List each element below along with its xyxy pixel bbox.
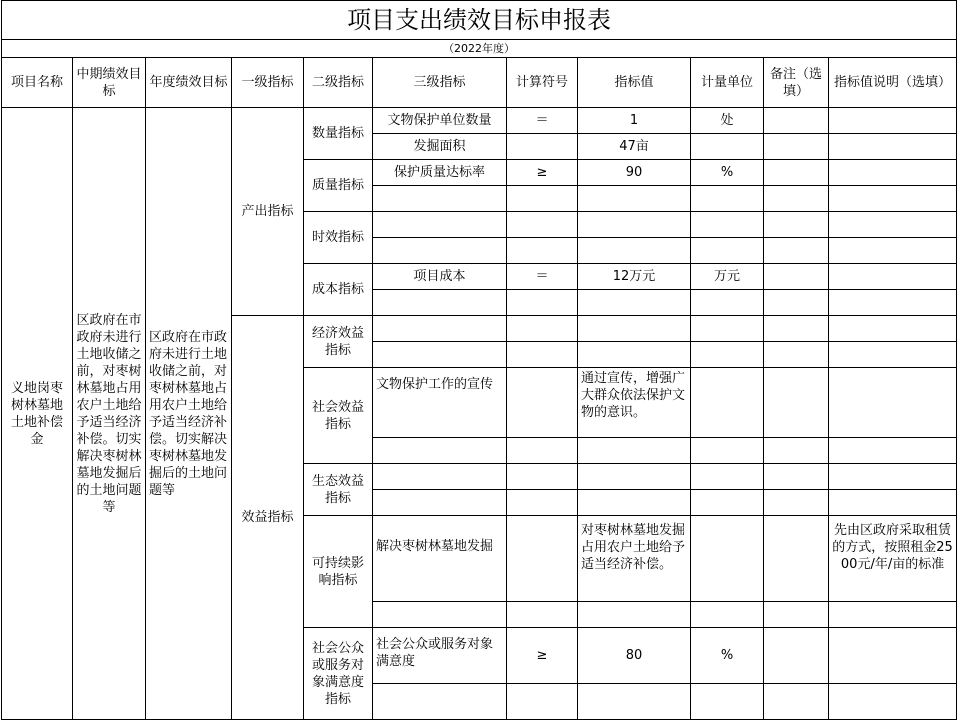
level2-satisfaction: 社会公众或服务对象满意度指标 <box>304 628 373 720</box>
value-cell <box>578 602 691 628</box>
header-remark: 备注（选填） <box>764 58 829 108</box>
level3-cell <box>373 602 507 628</box>
level2-quantity: 数量指标 <box>304 108 373 160</box>
unit-cell <box>691 464 764 490</box>
header-explain: 指标值说明（选填） <box>829 58 957 108</box>
explain-cell <box>829 602 957 628</box>
level2-quality: 质量指标 <box>304 160 373 212</box>
symbol-cell <box>507 316 578 342</box>
value-cell: 47亩 <box>578 134 691 160</box>
level3-cell: 文物保护工作的宣传 <box>373 368 507 438</box>
unit-cell <box>691 516 764 602</box>
value-cell: 通过宣传，增强广大群众依法保护文物的意识。 <box>578 368 691 438</box>
page-title: 项目支出绩效目标申报表 <box>2 1 957 40</box>
value-cell: 对枣树林墓地发掘占用农户土地给予适当经济补偿。 <box>578 516 691 602</box>
level3-cell: 保护质量达标率 <box>373 160 507 186</box>
unit-cell: 处 <box>691 108 764 134</box>
value-cell <box>578 316 691 342</box>
header-level3: 三级指标 <box>373 58 507 108</box>
symbol-cell <box>507 134 578 160</box>
explain-cell <box>829 186 957 212</box>
unit-cell <box>691 290 764 316</box>
explain-cell <box>829 212 957 238</box>
remark-cell <box>764 134 829 160</box>
level2-timeliness: 时效指标 <box>304 212 373 264</box>
symbol-cell: ＝ <box>507 108 578 134</box>
level3-cell <box>373 684 507 720</box>
level3-cell: 项目成本 <box>373 264 507 290</box>
symbol-cell <box>507 212 578 238</box>
explain-cell <box>829 438 957 464</box>
level3-cell <box>373 342 507 368</box>
value-cell <box>578 490 691 516</box>
value-cell <box>578 238 691 264</box>
unit-cell <box>691 238 764 264</box>
remark-cell <box>764 212 829 238</box>
value-cell <box>578 684 691 720</box>
unit-cell <box>691 368 764 438</box>
unit-cell <box>691 212 764 238</box>
unit-cell: % <box>691 628 764 684</box>
symbol-cell <box>507 516 578 602</box>
symbol-cell <box>507 490 578 516</box>
symbol-cell <box>507 464 578 490</box>
unit-cell <box>691 438 764 464</box>
year-label: （2022年度） <box>2 40 957 58</box>
level3-cell: 文物保护单位数量 <box>373 108 507 134</box>
symbol-cell: ＝ <box>507 264 578 290</box>
explain-cell <box>829 238 957 264</box>
header-value: 指标值 <box>578 58 691 108</box>
level1-benefit: 效益指标 <box>232 316 304 720</box>
header-row <box>2 58 957 108</box>
level2-cost: 成本指标 <box>304 264 373 316</box>
value-cell: 12万元 <box>578 264 691 290</box>
explain-cell <box>829 134 957 160</box>
explain-cell <box>829 490 957 516</box>
remark-cell <box>764 490 829 516</box>
level3-cell <box>373 186 507 212</box>
level1-output: 产出指标 <box>232 108 304 316</box>
unit-cell <box>691 134 764 160</box>
level3-cell <box>373 212 507 238</box>
unit-cell: 万元 <box>691 264 764 290</box>
header-unit: 计量单位 <box>691 58 764 108</box>
level3-cell <box>373 438 507 464</box>
value-cell: 1 <box>578 108 691 134</box>
symbol-cell <box>507 368 578 438</box>
explain-cell <box>829 628 957 684</box>
value-cell: 90 <box>578 160 691 186</box>
level2-ecological: 生态效益指标 <box>304 464 373 516</box>
level3-cell: 解决枣树林墓地发掘 <box>373 516 507 602</box>
symbol-cell <box>507 238 578 264</box>
unit-cell <box>691 602 764 628</box>
symbol-cell <box>507 290 578 316</box>
symbol-cell <box>507 684 578 720</box>
level3-cell <box>373 490 507 516</box>
explain-cell <box>829 368 957 438</box>
value-cell <box>578 290 691 316</box>
symbol-cell <box>507 186 578 212</box>
remark-cell <box>764 238 829 264</box>
remark-cell <box>764 438 829 464</box>
explain-cell <box>829 342 957 368</box>
performance-target-table <box>1 0 957 720</box>
level3-cell: 社会公众或服务对象满意度 <box>373 628 507 684</box>
mid-target-cell: 区政府在市政府未进行土地收储之前，对枣树林墓地占用农户土地给予适当经济补偿。切实解决枣树林墓地发掘后的土地问题等 <box>73 108 146 720</box>
remark-cell <box>764 290 829 316</box>
value-cell <box>578 464 691 490</box>
unit-cell <box>691 490 764 516</box>
remark-cell <box>764 464 829 490</box>
remark-cell <box>764 160 829 186</box>
level3-cell <box>373 290 507 316</box>
value-cell <box>578 212 691 238</box>
unit-cell: % <box>691 160 764 186</box>
header-annual-target: 年度绩效目标 <box>146 58 232 108</box>
symbol-cell: ≥ <box>507 160 578 186</box>
explain-cell <box>829 316 957 342</box>
value-cell <box>578 342 691 368</box>
remark-cell <box>764 264 829 290</box>
value-cell: 80 <box>578 628 691 684</box>
header-mid-target: 中期绩效目标 <box>73 58 146 108</box>
header-project-name: 项目名称 <box>2 58 73 108</box>
remark-cell <box>764 516 829 602</box>
remark-cell <box>764 342 829 368</box>
explain-cell <box>829 290 957 316</box>
level3-cell <box>373 316 507 342</box>
unit-cell <box>691 186 764 212</box>
symbol-cell <box>507 602 578 628</box>
unit-cell <box>691 342 764 368</box>
level3-cell <box>373 238 507 264</box>
explain-cell <box>829 108 957 134</box>
value-cell <box>578 438 691 464</box>
explain-cell: 先由区政府采取租赁的方式，按照租金2500元/年/亩的标准 <box>829 516 957 602</box>
header-symbol: 计算符号 <box>507 58 578 108</box>
level3-cell <box>373 464 507 490</box>
remark-cell <box>764 186 829 212</box>
remark-cell <box>764 628 829 684</box>
level3-cell: 发掘面积 <box>373 134 507 160</box>
remark-cell <box>764 602 829 628</box>
project-name-cell: 义地岗枣树林墓地土地补偿金 <box>2 108 73 720</box>
unit-cell <box>691 684 764 720</box>
level2-sustainable: 可持续影响指标 <box>304 516 373 628</box>
remark-cell <box>764 684 829 720</box>
level2-economic: 经济效益指标 <box>304 316 373 368</box>
annual-target-cell: 区政府在市政府未进行土地收储之前，对枣树林墓地占用农户土地给予适当经济补偿。切实解决枣树林墓地发掘后的土地问题等 <box>146 108 232 720</box>
table-row <box>2 108 957 134</box>
symbol-cell <box>507 438 578 464</box>
explain-cell <box>829 684 957 720</box>
explain-cell <box>829 160 957 186</box>
unit-cell <box>691 316 764 342</box>
explain-cell <box>829 264 957 290</box>
remark-cell <box>764 368 829 438</box>
remark-cell <box>764 316 829 342</box>
symbol-cell: ≥ <box>507 628 578 684</box>
symbol-cell <box>507 342 578 368</box>
value-cell <box>578 186 691 212</box>
header-level2: 二级指标 <box>304 58 373 108</box>
level2-social: 社会效益指标 <box>304 368 373 464</box>
remark-cell <box>764 108 829 134</box>
header-level1: 一级指标 <box>232 58 304 108</box>
explain-cell <box>829 464 957 490</box>
